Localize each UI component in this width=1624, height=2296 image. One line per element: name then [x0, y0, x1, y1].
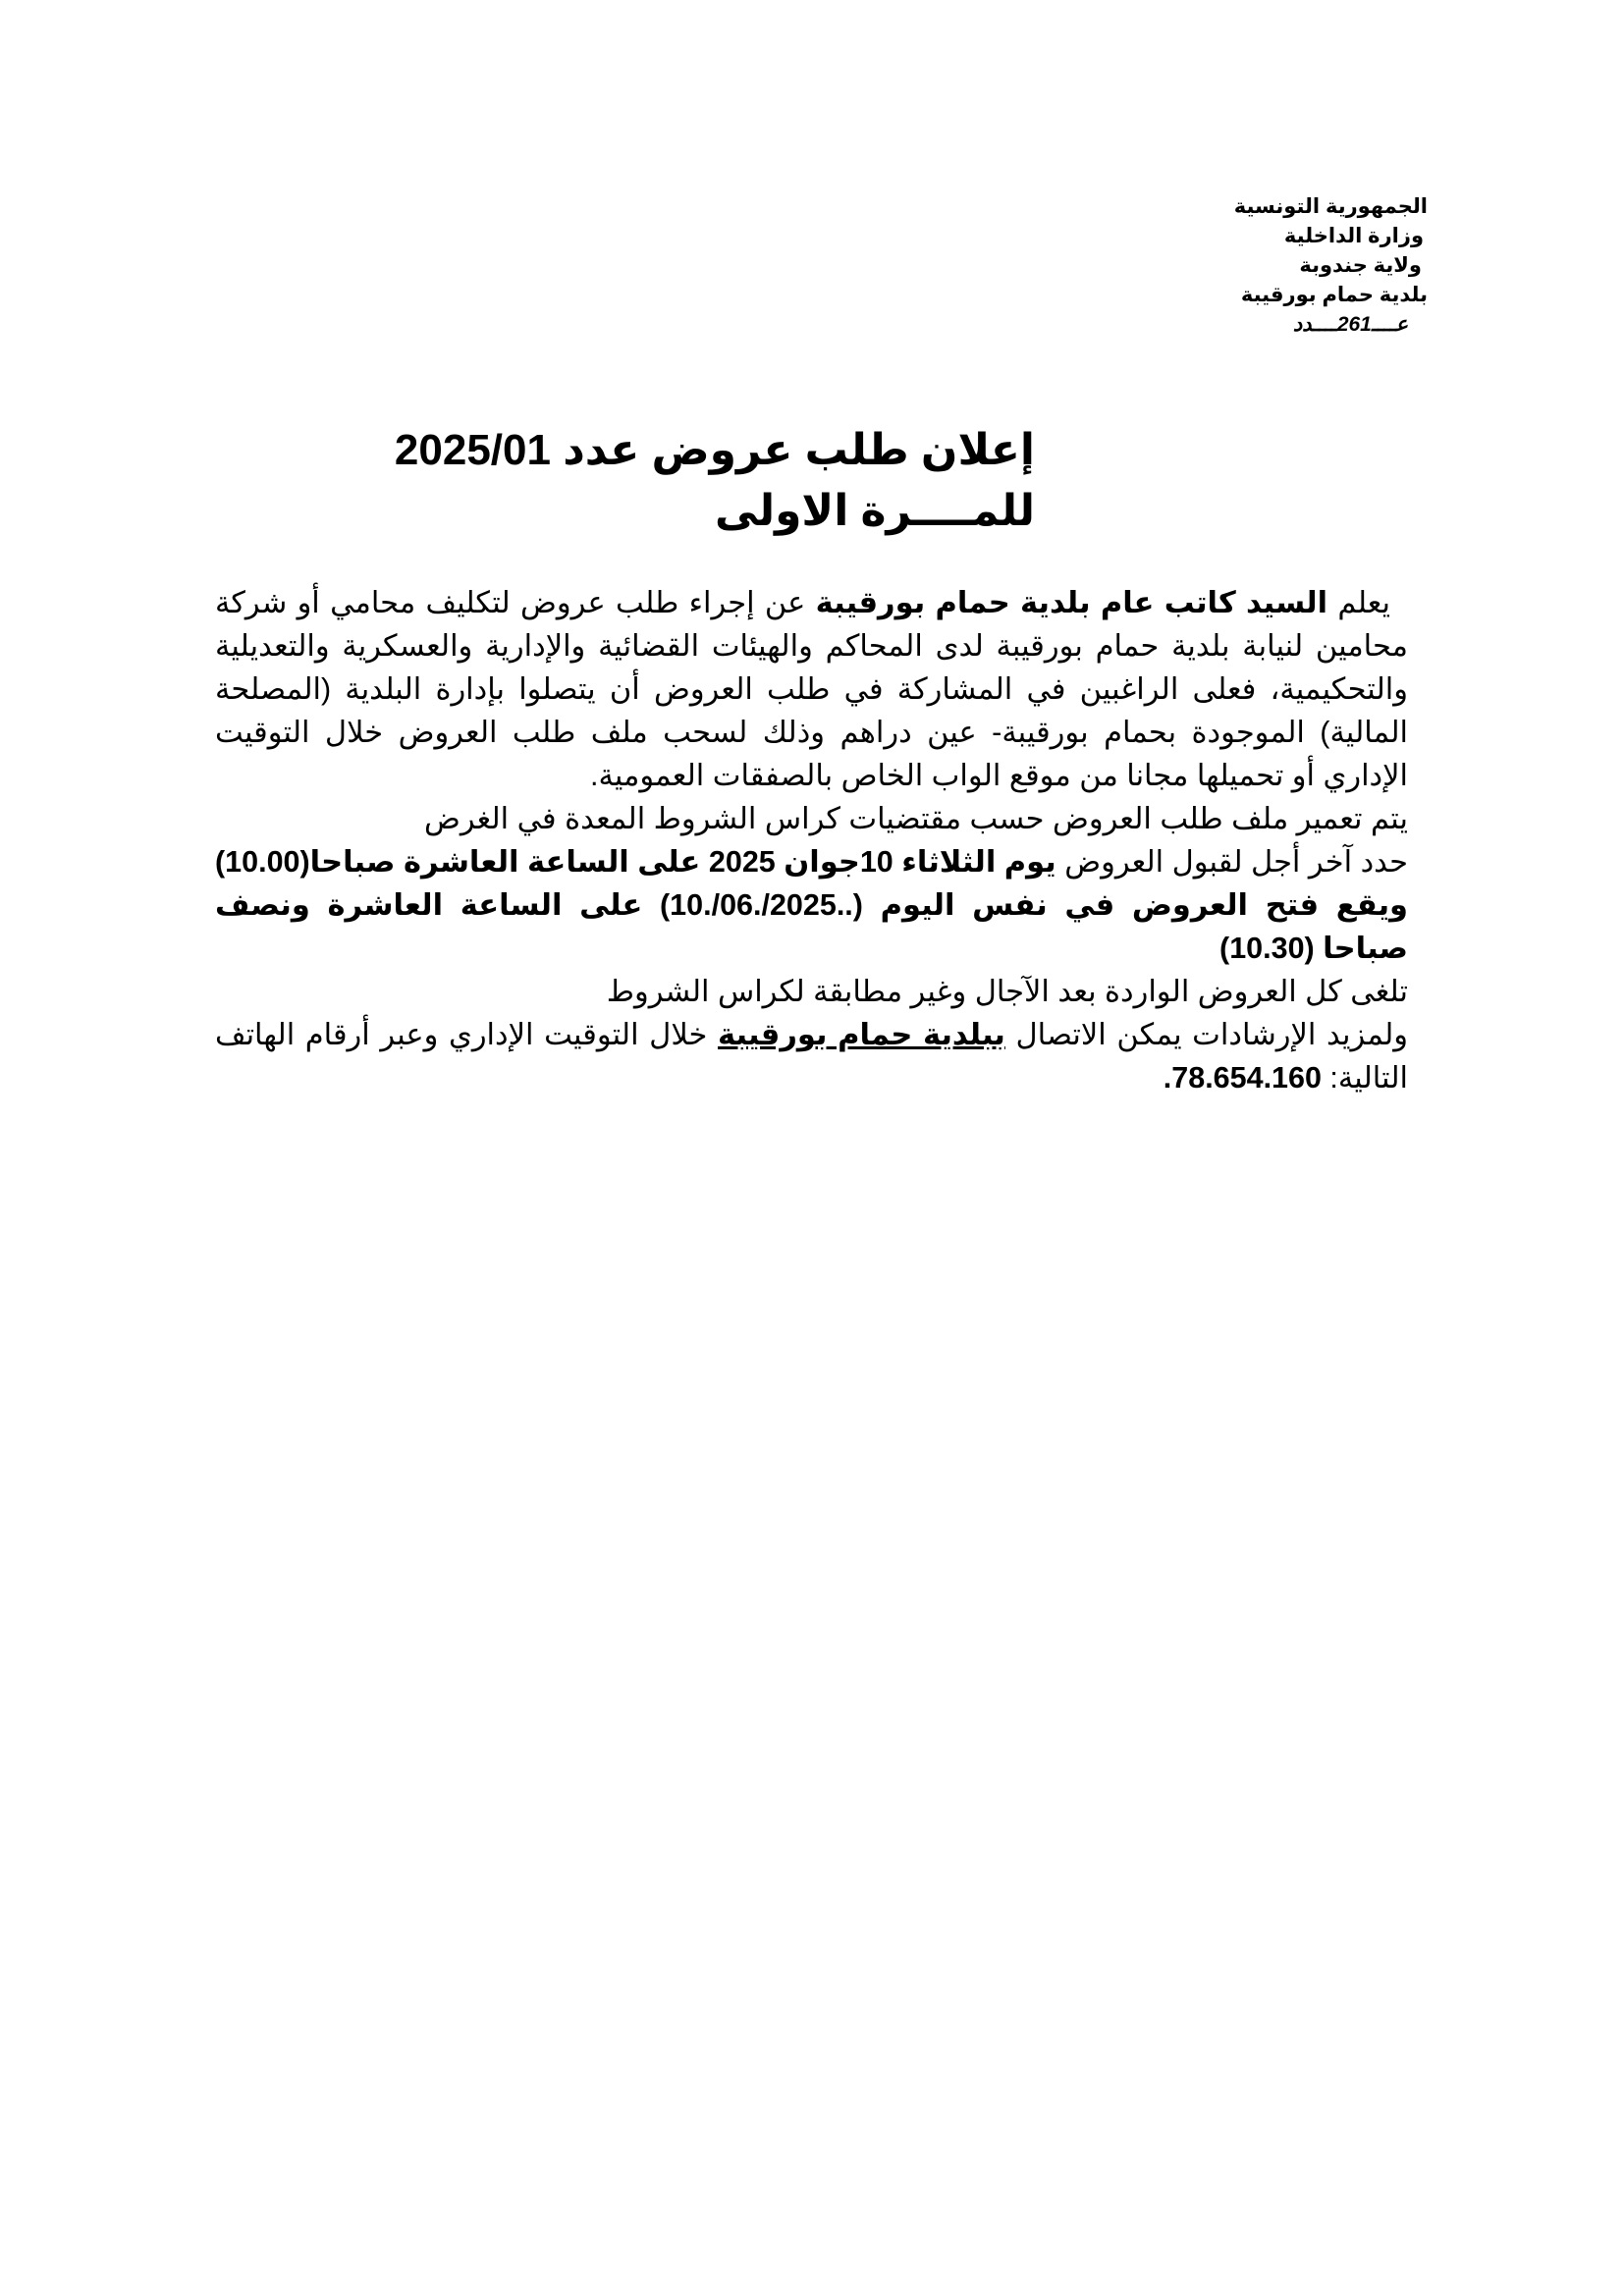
- announcement-title: [348, 420, 1035, 542]
- letterhead-municipality: بلدية حمام بورقيبة: [1240, 284, 1428, 306]
- contact-phone-number: 78.654.160.: [1163, 1061, 1322, 1095]
- paragraph-cancellation: تلغى كل العروض الواردة بعد الآجال وغير مطابقة لكراس الشروط: [606, 975, 1408, 1008]
- contact-text-middle: خلال التوقيت الإداري وعبر أرقام الهاتف التالية:: [215, 1018, 1408, 1095]
- deadline-details: يوم الثلاثاء 10جوان 2025 على الساعة العاشرة صباحا(10.00) ويقع فتح العروض في نفس اليوم (..2025/.06/.10) على الساعة العاشرة ونصف صباحا (10.30): [215, 845, 1408, 965]
- contact-municipality: ببلدية حمام بورقيبة: [718, 1018, 1005, 1051]
- paragraph-deadline: [215, 840, 1408, 970]
- intro-text-start: يعلم: [1327, 586, 1390, 619]
- letterhead: [1015, 192, 1428, 340]
- title-line-1: إعلان طلب عروض عدد 2025/01: [394, 426, 1035, 474]
- contact-text-start: ولمزيد الإرشادات يمكن الاتصال: [1004, 1018, 1408, 1051]
- letterhead-reference-number: عــــ261ــــدد: [1292, 313, 1408, 336]
- intro-authority: السيد كاتب عام بلدية حمام بورقيبة: [815, 586, 1328, 619]
- paragraph-filling: يتم تعمير ملف طلب العروض حسب مقتضيات كراس الشروط المعدة في الغرض: [423, 802, 1408, 835]
- announcement-body: [215, 581, 1408, 1099]
- intro-text-rest: عن إجراء طلب عروض لتكليف محامي أو شركة محامين لنيابة بلدية حمام بورقيبة لدى المحاكم والهيئات القضائية والإدارية والعسكرية والتعديلية والتحكيمية، فعلى الراغبين في المشاركة في طلب العروض أن يتصلوا بإدارة البلدية (المصلحة المالية) الموجودة بحمام بورقيبة- عين دراهم وذلك لسحب ملف طلب العروض خلال التوقيت الإداري أو تحميلها مجانا من موقع الواب الخاص بالصفقات العمومية.: [215, 586, 1408, 792]
- title-line-2: للمــــرة الاولى: [715, 487, 1035, 535]
- paragraph-contact: [215, 1013, 1408, 1099]
- letterhead-republic: الجمهورية التونسية: [1233, 195, 1428, 218]
- letterhead-ministry: وزارة الداخلية: [1283, 225, 1424, 247]
- letterhead-governorate: ولاية جندوبة: [1299, 254, 1422, 277]
- paragraph-intro: [215, 581, 1408, 797]
- deadline-text-start: حدد آخر أجل لقبول العروض: [1056, 845, 1409, 879]
